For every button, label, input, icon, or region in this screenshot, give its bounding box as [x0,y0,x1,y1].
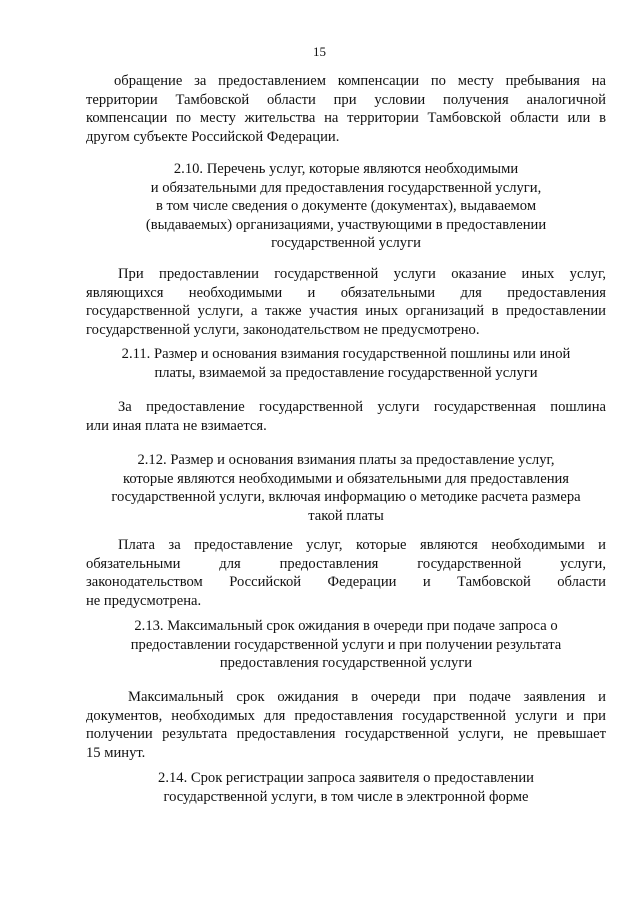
text-line: получении результата предоставления государственной услуги, не превышает [86,726,606,742]
paragraph-no-fee [86,398,606,435]
text-line: Максимальный срок ожидания в очереди при подаче заявления и [128,689,606,705]
heading-2-12 [96,451,596,525]
text-line: или иная плата не взимается. [86,417,267,434]
paragraph-other-services [86,265,606,339]
paragraph-fee-not-provided [86,536,606,610]
text-line: 15 минут. [86,744,146,761]
heading-line: такой платы [308,507,384,524]
heading-line: 2.10. Перечень услуг, которые являются необходимыми [173,161,519,177]
heading-line: и обязательными для предоставления государственной услуги, [150,179,542,196]
heading-line: в том числе сведения о документе (документах), выдаваемом [155,198,537,214]
heading-line: 2.12. Размер и основания взимания платы за предоставление услуг, [137,452,555,468]
heading-line: которые являются необходимыми и обязательными для предоставления [122,470,570,487]
text-line: обращение за предоставлением компенсации по месту пребывания на [114,73,606,89]
heading-2-14 [96,769,596,806]
heading-2-13 [96,617,596,673]
heading-line: государственной услуги [271,235,421,251]
text-line: Плата за предоставление услуг, которые являются необходимыми и [118,537,606,553]
heading-2-10 [96,160,596,253]
text-line: государственной услуги, законодательством не предусмотрено. [86,321,480,338]
heading-line: государственной услуги, в том числе в электронной форме [163,788,529,805]
heading-line: предоставлении государственной услуги и при получении результата [130,636,562,653]
heading-line: предоставления государственной услуги [219,655,473,671]
heading-line: (выдаваемых) организациями, участвующими в предоставлении [145,216,547,233]
paragraph-compensation [86,72,606,146]
text-line: При предоставлении государственной услуги оказание иных услуг, [118,266,606,282]
text-line: не предусмотрена. [86,592,202,609]
page-number: 15 [313,44,326,59]
heading-line: государственной услуги, включая информацию о методике расчета размера [111,489,581,505]
text-line: законодательством Российской Федерации и Тамбовской области [86,574,606,590]
heading-line: платы, взимаемой за предоставление государственной услуги [154,364,538,381]
text-line: компенсации по месту жительства на территории Тамбовской области или в [86,110,606,126]
text-line: обязательными для предоставления государственной услуги, [86,555,606,572]
text-line: документов, необходимых для предоставления государственной услуги и при [86,707,606,724]
text-line: государственной услуги, а также участия иных организаций в предоставлении [86,303,606,319]
text-line: являющихся необходимыми и обязательными для предоставления [86,284,606,301]
text-line: другом субъекте Российской Федерации. [86,128,340,145]
heading-line: 2.13. Максимальный срок ожидания в очереди при подаче запроса о [134,618,558,634]
heading-line: 2.14. Срок регистрации запроса заявителя о предоставлении [158,770,534,786]
heading-line: 2.11. Размер и основания взимания государственной пошлины или иной [121,346,571,362]
heading-2-11 [96,345,596,382]
text-line: территории Тамбовской области при условии получения аналогичной [86,91,606,108]
paragraph-max-wait [86,688,606,762]
text-line: За предоставление государственной услуги государственная пошлина [118,399,606,415]
